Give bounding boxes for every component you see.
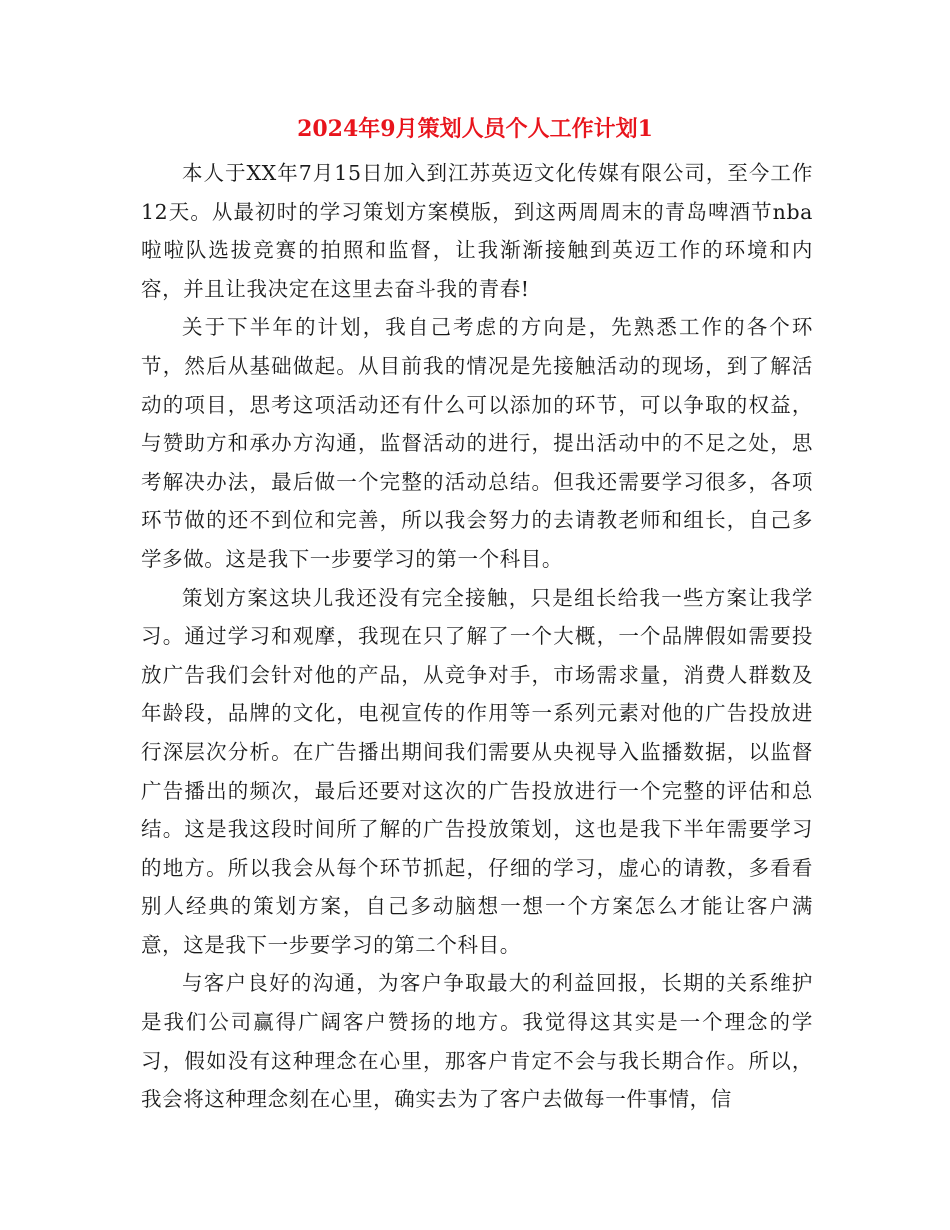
document-body	[141, 154, 813, 1119]
paragraph-4: 与客户良好的沟通，为客户争取最大的利益回报，长期的关系维护是我们公司赢得广阔客户赞扬的地方。我觉得这其实是一个理念的学习，假如没有这种理念在心里，那客户肯定不会与我长期合作。所以，我会将这种理念刻在心里，确实去为了客户去做每一件事情，信	[141, 971, 813, 1112]
document-title: 2024年9月策划人员个人工作计划1	[297, 116, 653, 142]
paragraph-2: 关于下半年的计划，我自己考虑的方向是，先熟悉工作的各个环节，然后从基础做起。从目前我的情况是先接触活动的现场，到了解活动的项目，思考这项活动还有什么可以添加的环节，可以争取的权益，与赞助方和承办方沟通，监督活动的进行，提出活动中的不足之处，思考解决办法，最后做一个完整的活动总结。但我还需要学习很多，各项环节做的还不到位和完善，所以我会努力的去请教老师和组长，自己多学多做。这是我下一步要学习的第一个科目。	[141, 315, 813, 571]
paragraph-1: 本人于XX年7月15日加入到江苏英迈文化传媒有限公司，至今工作12天。从最初时的学习策划方案模版，到这两周周末的青岛啤酒节nba啦啦队选拔竞赛的拍照和监督，让我渐渐接触到英迈工作的环境和内容，并且让我决定在这里去奋斗我的青春!	[141, 161, 813, 301]
paragraph-3: 策划方案这块儿我还没有完全接触，只是组长给我一些方案让我学习。通过学习和观摩，我现在只了解了一个大概，一个品牌假如需要投放广告我们会针对他的产品，从竞争对手，市场需求量，消费人群数及年龄段，品牌的文化，电视宣传的作用等一系列元素对他的广告投放进行深层次分析。在广告播出期间我们需要从央视导入监播数据，以监督广告播出的频次，最后还要对这次的广告投放进行一个完整的评估和总结。这是我这段时间所了解的广告投放策划，这也是我下半年需要学习的地方。所以我会从每个环节抓起，仔细的学习，虚心的请教，多看看别人经典的策划方案，自己多动脑想一想一个方案怎么才能让客户满意，这是我下一步要学习的第二个科目。	[141, 585, 813, 957]
